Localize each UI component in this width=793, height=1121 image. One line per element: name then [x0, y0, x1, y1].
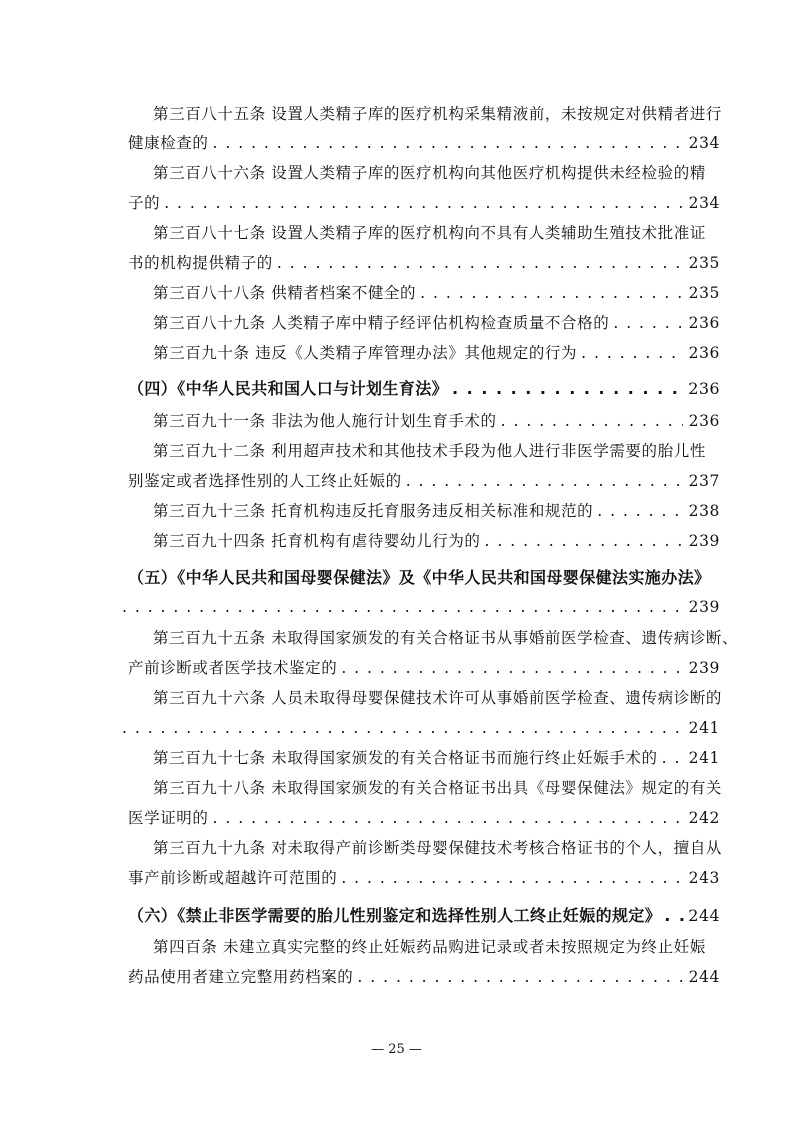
entry-page-number: 241: [688, 749, 720, 767]
entry-text: 健康检查的: [128, 134, 209, 152]
section-page-number: 244: [688, 906, 720, 925]
dot-leader: [452, 378, 682, 400]
entry-text: 医学证明的: [128, 809, 209, 827]
entry-page-number: 242: [688, 809, 720, 827]
entry-text: 第三百八十八条 供精者档案不健全的: [153, 284, 417, 302]
toc-entry-386-line2[interactable]: [128, 192, 720, 214]
entry-page-number: 239: [688, 659, 720, 677]
dot-leader: [613, 312, 682, 334]
entry-page-number: 236: [688, 412, 720, 430]
toc-entry-398-line2[interactable]: [128, 807, 720, 829]
dot-leader: [662, 747, 683, 769]
entry-page-number: 238: [688, 502, 720, 520]
toc-entry-396-line1: [153, 687, 753, 709]
entry-text: 第三百九十九条 对未取得产前诊断类母婴保健技术考核合格证书的个人，擅自从: [153, 839, 723, 857]
toc-entry-387-line2[interactable]: [128, 252, 720, 274]
dot-leader: [122, 717, 683, 739]
entry-page-number: 237: [688, 472, 720, 490]
entry-text: 第三百九十五条 未取得国家颁发的有关合格证书从事婚前医学检查、遗传病诊断、: [153, 629, 739, 647]
toc-entry-394[interactable]: [153, 530, 720, 552]
entry-text: 第四百条 未建立真实完整的终止妊娠药品购进记录或者未按照规定为终止妊娠: [153, 938, 706, 956]
entry-page-number: 236: [688, 344, 720, 362]
dot-leader: [341, 867, 682, 889]
entry-page-number: 244: [688, 968, 720, 986]
toc-entry-399-line2[interactable]: [128, 867, 720, 889]
toc-entry-393[interactable]: [153, 500, 720, 522]
toc-entry-387-line1: [153, 222, 723, 244]
entry-text: 第三百九十六条 人员未取得母婴保健技术许可从事婚前医学检查、遗传病诊断的: [153, 689, 723, 707]
section-title: （四）《中华人民共和国人口与计划生育法》: [128, 379, 449, 398]
entry-text: 第三百九十二条 利用超声技术和其他技术手段为他人进行非医学需要的胎儿性: [153, 442, 706, 460]
toc-entry-391[interactable]: [153, 410, 720, 432]
toc-entry-400-line1: [153, 936, 723, 958]
toc-entry-385-line1: [153, 103, 723, 125]
entry-page-number: 234: [688, 194, 720, 212]
entry-text: 第三百八十五条 设置人类精子库的医疗机构采集精液前，未按规定对供精者进行: [153, 105, 723, 123]
entry-text: 药品使用者建立完整用药档案的: [128, 968, 354, 986]
page-number: — 25 —: [371, 1042, 422, 1057]
toc-entry-385-line2[interactable]: [128, 132, 720, 154]
section-title: （六）《禁止非医学需要的胎儿性别鉴定和选择性别人工终止妊娠的规定》: [128, 906, 662, 925]
entry-text: 别鉴定或者选择性别的人工终止妊娠的: [128, 472, 402, 490]
section-title: （五）《中华人民共和国母婴保健法》及《中华人民共和国母婴保健法实施办法》: [128, 568, 711, 587]
toc-entry-399-line1: [153, 837, 723, 859]
dot-leader: [277, 252, 683, 274]
toc-entry-397[interactable]: [153, 747, 720, 769]
toc-entry-388[interactable]: [153, 282, 720, 304]
entry-text: 书的机构提供精子的: [128, 254, 273, 272]
toc-entry-389[interactable]: [153, 312, 720, 334]
entry-page-number: 235: [688, 284, 720, 302]
toc-section-6[interactable]: [128, 905, 720, 927]
entry-text: 第三百九十条 违反《人类精子库管理办法》其他规定的行为: [153, 344, 578, 362]
section-page-number: 236: [688, 379, 720, 398]
entry-text: 第三百八十七条 设置人类精子库的医疗机构向不具有人类辅助生殖技术批准证: [153, 224, 706, 242]
dot-leader: [597, 500, 682, 522]
entry-page-number: 239: [688, 532, 720, 550]
dot-leader: [164, 192, 682, 214]
dot-leader: [341, 657, 682, 679]
dot-leader: [406, 470, 683, 492]
dot-leader: [664, 905, 685, 927]
toc-entry-396-line2[interactable]: [122, 717, 720, 739]
section-page-number: 239: [688, 598, 720, 616]
entry-text: 第三百八十六条 设置人类精子库的医疗机构向其他医疗机构提供未经检验的精: [153, 164, 706, 182]
entry-text: 子的: [128, 194, 161, 212]
dot-leader: [357, 966, 682, 988]
toc-section-5-line1[interactable]: [128, 567, 728, 589]
toc-entry-392-line2[interactable]: [128, 470, 720, 492]
dot-leader: [213, 807, 683, 829]
dot-leader: [501, 410, 683, 432]
entry-text: 产前诊断或者医学技术鉴定的: [128, 659, 338, 677]
toc-entry-395-line2[interactable]: [128, 657, 720, 679]
toc-section-4[interactable]: [128, 378, 720, 400]
toc-entry-395-line1: [153, 627, 753, 649]
entry-text: 第三百九十八条 未取得国家颁发的有关合格证书出具《母婴保健法》规定的有关: [153, 779, 723, 797]
dot-leader: [122, 596, 683, 618]
entry-page-number: 243: [688, 869, 720, 887]
entry-text: 第三百九十七条 未取得国家颁发的有关合格证书而施行终止妊娠手术的: [153, 749, 658, 767]
entry-text: 事产前诊断或超越许可范围的: [128, 869, 338, 887]
entry-text: 第三百八十九条 人类精子库中精子经评估机构检查质量不合格的: [153, 314, 610, 332]
dot-leader: [420, 282, 682, 304]
toc-section-5-line2[interactable]: [122, 596, 720, 618]
toc-entry-386-line1: [153, 162, 723, 184]
dot-leader: [581, 342, 682, 364]
dot-leader: [485, 530, 683, 552]
entry-page-number: 234: [688, 134, 720, 152]
toc-entry-390[interactable]: [153, 342, 720, 364]
entry-text: 第三百九十三条 托育机构违反托育服务违反相关标准和规范的: [153, 502, 594, 520]
toc-entry-400-line2[interactable]: [128, 966, 720, 988]
entry-text: 第三百九十四条 托育机构有虐待婴幼儿行为的: [153, 532, 481, 550]
entry-page-number: 236: [688, 314, 720, 332]
entry-page-number: 241: [688, 719, 720, 737]
dot-leader: [213, 132, 683, 154]
entry-page-number: 235: [688, 254, 720, 272]
toc-entry-398-line1: [153, 777, 723, 799]
entry-text: 第三百九十一条 非法为他人施行计划生育手术的: [153, 412, 497, 430]
toc-entry-392-line1: [153, 440, 723, 462]
